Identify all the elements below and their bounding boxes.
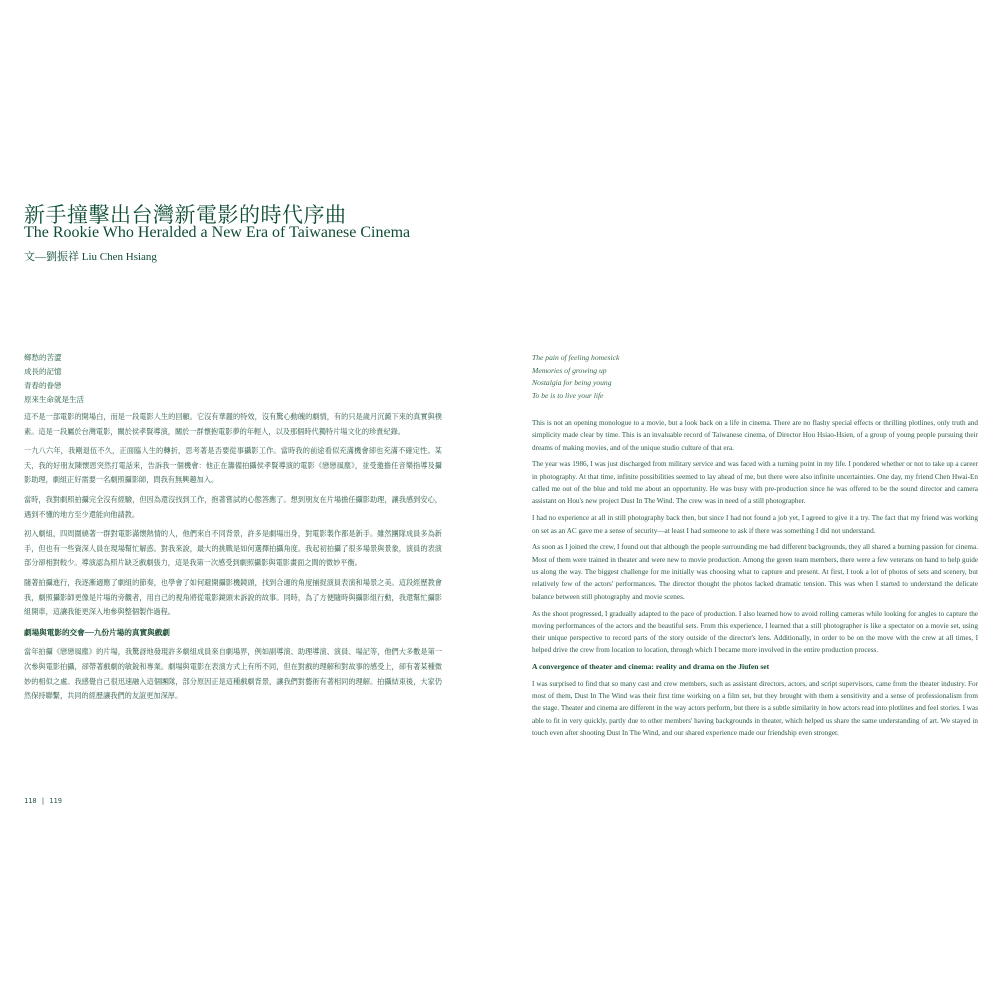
paragraph: 這不是一部電影的開場白，而是一段電影人生的回顧。它沒有華麗的特效，沒有驚心動魄的劇情，有的只是歲月沉澱下來的真實與樸素。這是一段屬於台灣電影，關於侯孝賢導演，關於一群懷抱電影夢的年輕人，以及那個時代獨特片場文化的珍貴紀錄。 bbox=[24, 412, 442, 436]
body-english bbox=[532, 417, 978, 744]
paragraph: 一九八六年，我剛退伍不久，正面臨人生的轉折，思考著是否要從事攝影工作。當時我的前途看似充滿機會卻也充滿不確定性。某天，我的好朋友陳懷恩突然打電話來，告訴我一個機會：他正在籌備拍攝侯孝賢導演的電影《戀戀風塵》，並受邀擔任音樂指導及攝影助理，劇組正好需要一名劇照攝影師，問我有無興趣加入。 bbox=[24, 446, 442, 485]
poem-line: 鄉愁的苦澀 bbox=[24, 353, 62, 362]
paragraph: This is not an opening monologue to a movie, but a look back on a life in cinema. There are no flashy special effects or thrilling plotlines, only truth and simplicity made clear by time. This is an invaluable record of Taiwanese cinema, of Director Hou Hsiao-Hsien, of a group of young people pursuing their dreams of making movies, and of the unique studio culture of that era. bbox=[532, 419, 978, 452]
poem-line: 青春的眷戀 bbox=[24, 381, 62, 390]
poem-line: 原來生命就是生活 bbox=[24, 395, 84, 404]
poem-english bbox=[532, 352, 619, 402]
section-heading: 劇場與電影的交會──九份片場的真實與戲劇 bbox=[24, 627, 170, 637]
poem-line: Nostalgia for being young bbox=[532, 378, 612, 388]
paragraph: The year was 1986, I was just discharged from military service and was faced with a turning point in my life. I pondered whether or not to take up a career in photography. At that time, infinite possibilities seemed to lay ahead of me, but there were also infinite uncertainties. One day, my friend Chen Hwai-En called me out of the blue and told me about an opportunity. He was busy with pre-production since he was offered to be the sound director and camera assistant on Hou's new project Dust In The Wind. The crew was in need of a still photographer. bbox=[532, 460, 978, 506]
paragraph: As soon as I joined the crew, I found out that although the people surrounding me had different backgrounds, they all shared a burning passion for cinema. Most of them were trained in theater and were new to movie production. Among the green team members, there were a few veterans on hand to help guide us along the way. The biggest challenge for me initially was choosing what to capture and present. At first, I took a lot of photos of sets and scenery, but relatively few of the actors' performances. The director thought the photos lacked dramatic tension. This was when I started to understand the delicate balance between still photography and movie scenes. bbox=[532, 543, 978, 601]
paragraph: 初入劇組，四周圍繞著一群對電影滿懷熱情的人，他們來自不同背景，許多是劇場出身，對電影製作都是新手。雖然團隊成員多為新手，但也有一些資深人員在現場幫忙解惑。對我來說，最大的挑戰是如何選擇拍攝角度。我起初拍攝了很多場景與景象，演員的表演部分卻相對較少。導演認為照片缺乏戲劇張力，這是我第一次感受到劇照攝影與電影畫面之間的微妙平衡。 bbox=[24, 529, 442, 568]
section-heading: A convergence of theater and cinema: reality and drama on the Jiufen set bbox=[532, 662, 770, 672]
poem-line: Memories of growing up bbox=[532, 365, 607, 375]
poem-line: The pain of feeling homesick bbox=[532, 353, 620, 362]
page-numbers: 118 | 119 bbox=[24, 797, 62, 805]
poem-line: 成長的記憶 bbox=[24, 367, 62, 376]
paragraph: I had no experience at all in still photography back then, but since I had not found a job yet, I agreed to give it a try. The fact that my friend was working on set as an AC gave me a sense of security—at least I had someone to ask if there was something I did not understand. bbox=[532, 514, 978, 535]
body-chinese bbox=[24, 410, 442, 709]
paragraph: I was surprised to find that so many cast and crew members, such as assistant directors, actors, and script supervisors, came from the theater industry. For most of them, Dust In The Wind was their first time working on a film set, but they brought with them a sensitivity and a sense of professionalism from the stage. Theater and cinema are different in the way actors perform, but there is a subtle similarity in how actors read into plotlines and feel stories. I was able to fit in very quickly, partly due to other members' having backgrounds in theater, which helped us share the same understanding of art. We stayed in touch even after shooting Dust In The Wind, and our shared experience made our friendship even stronger. bbox=[532, 679, 978, 737]
poem-line: To be is to live your life bbox=[532, 390, 604, 400]
author-byline: 文—劉振祥 Liu Chen Hsiang bbox=[24, 251, 157, 263]
paragraph: 當時，我對劇照拍攝完全沒有經驗，但因為還沒找到工作，抱著嘗試的心態答應了。想到朋友在片場擔任攝影助理，讓我感到安心，遇到不懂的地方至少還能向他請教。 bbox=[24, 494, 442, 519]
paragraph: 當年拍攝《戀戀風塵》的片場，我驚訝地發現許多劇組成員來自劇場界，例如副導演、助理導演、演員、場記等，他們大多數是第一次參與電影拍攝，卻帶著戲劇的敏銳和專業。劇場與電影在表演方式上有所不同，但在對戲的理解和對故事的感受上，卻有著某種微妙的相似之處。我感覺自己很迅速融入這個團隊，部分原因正是這種戲劇背景，讓我們對藝術有著相同的理解。拍攝結束後，大家仍然保持聯繫，共同的經歷讓我們的友誼更加深厚。 bbox=[24, 647, 442, 701]
paragraph: As the shoot progressed, I gradually adapted to the pace of production. I also learned how to avoid rolling cameras while looking for angles to capture the moving performances of the actors and the beautiful sets. From this experience, I learned that a still photographer is like a spectator on a movie set, using their unique perspective to record parts of the story outside of the director's lens. Additionally, in order to be on the move with the crew at all times, I helped drive the crew from location to location, through which I became more involved in the entire production process. bbox=[532, 609, 978, 655]
paragraph: 隨著拍攝進行，我逐漸適應了劇組的節奏，也學會了如何避開攝影機鏡頭，找到合適的角度捕捉演員表演和場景之美。這段經歷教會我，劇照攝影師更像是片場的旁觀者，用自己的視角將從電影鏡頭未訴說的故事。同時，為了方便隨時與攝影組行動，我還幫忙攝影組開車，這讓我能更深入地參與整個製作過程。 bbox=[24, 577, 442, 617]
poem-chinese bbox=[24, 351, 84, 407]
title-chinese: 新手撞擊出台灣新電影的時代序曲 bbox=[24, 203, 347, 227]
title-english: The Rookie Who Heralded a New Era of Taiwanese Cinema bbox=[24, 224, 411, 241]
